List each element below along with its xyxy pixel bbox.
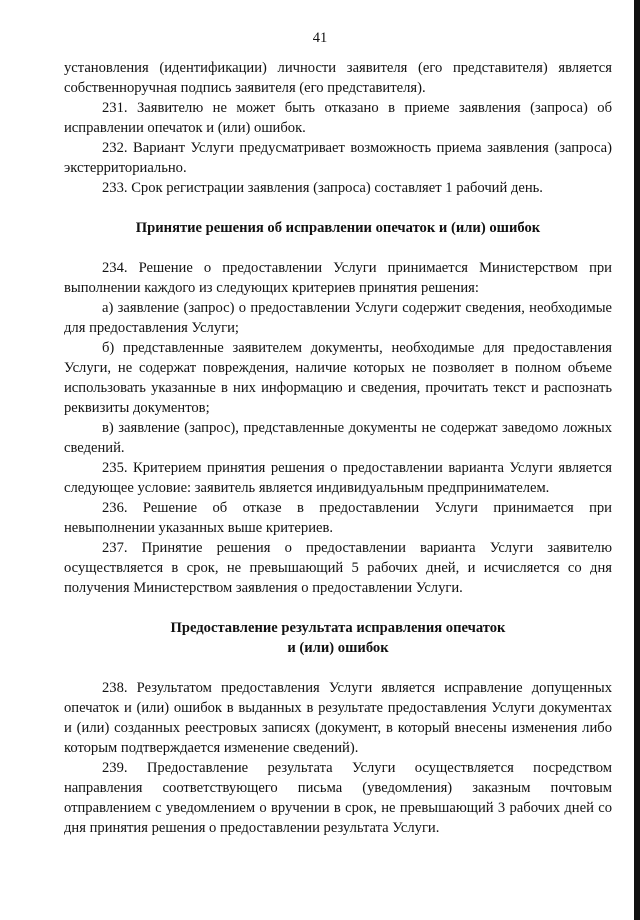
paragraph-237: 237. Принятие решения о предоставлении варианта Услуги заявителю осуществляется в срок, не превышающий 5 рабочих дней, и исчисляется со дня получения Министерством заявления о предоставлении Услуги.: [64, 540, 612, 596]
paragraph-234-a: а) заявление (запрос) о предоставлении Услуги содержит сведения, необходимые для предоставления Услуги;: [64, 300, 612, 336]
paragraph-234: 234. Решение о предоставлении Услуги принимается Министерством при выполнении каждого из следующих критериев принятия решения:: [64, 260, 612, 296]
scan-edge: [634, 0, 640, 920]
heading-line: Принятие решения об исправлении опечаток и (или) ошибок: [135, 220, 541, 236]
spacer: [64, 198, 612, 218]
paragraph-continuation: установления (идентификации) личности заявителя (его представителя) является собственноручная подпись заявителя (его представителя).: [64, 60, 612, 96]
section-heading-decision: [64, 218, 612, 238]
page-number: 41: [312, 30, 328, 46]
paragraph-234-v: в) заявление (запрос), представленные документы не содержат заведомо ложных сведений.: [64, 420, 612, 456]
paragraph-232: 232. Вариант Услуги предусматривает возможность приема заявления (запроса) экстерриториально.: [64, 140, 612, 176]
document-body: [64, 58, 612, 838]
heading-line: и (или) ошибок: [287, 640, 389, 656]
spacer: [64, 658, 612, 678]
paragraph-236: 236. Решение об отказе в предоставлении Услуги принимается при невыполнении указанных выше критериев.: [64, 500, 612, 536]
paragraph-235: 235. Критерием принятия решения о предоставлении варианта Услуги является следующее условие: заявитель является индивидуальным предпринимателем.: [64, 460, 612, 496]
section-heading-result: [64, 618, 612, 658]
paragraph-238: 238. Результатом предоставления Услуги является исправление допущенных опечаток и (или) ошибок в выданных в результате предоставления Услуги документах и (или) созданных реестровых записях (документ, в который внесены изменения либо которым подтверждается изменение сведений).: [64, 680, 612, 756]
paragraph-239: 239. Предоставление результата Услуги осуществляется посредством направления соответствующего письма (уведомления) заказным почтовым отправлением с уведомлением о вручении в срок, не превышающий 3 рабочих дней со дня принятия решения о предоставлении результата Услуги.: [64, 760, 612, 836]
heading-line: Предоставление результата исправления опечаток: [170, 620, 506, 636]
paragraph-234-b: б) представленные заявителем документы, необходимые для предоставления Услуги, не содержат повреждения, наличие которых не позволяет в полном объеме использовать указанные в них информацию и сведения, прочитать текст и распознать реквизиты документов;: [64, 340, 612, 416]
paragraph-231: 231. Заявителю не может быть отказано в приеме заявления (запроса) об исправлении опечаток и (или) ошибок.: [64, 100, 612, 136]
spacer: [64, 238, 612, 258]
paragraph-233: 233. Срок регистрации заявления (запроса) составляет 1 рабочий день.: [102, 180, 543, 196]
spacer: [64, 598, 612, 618]
